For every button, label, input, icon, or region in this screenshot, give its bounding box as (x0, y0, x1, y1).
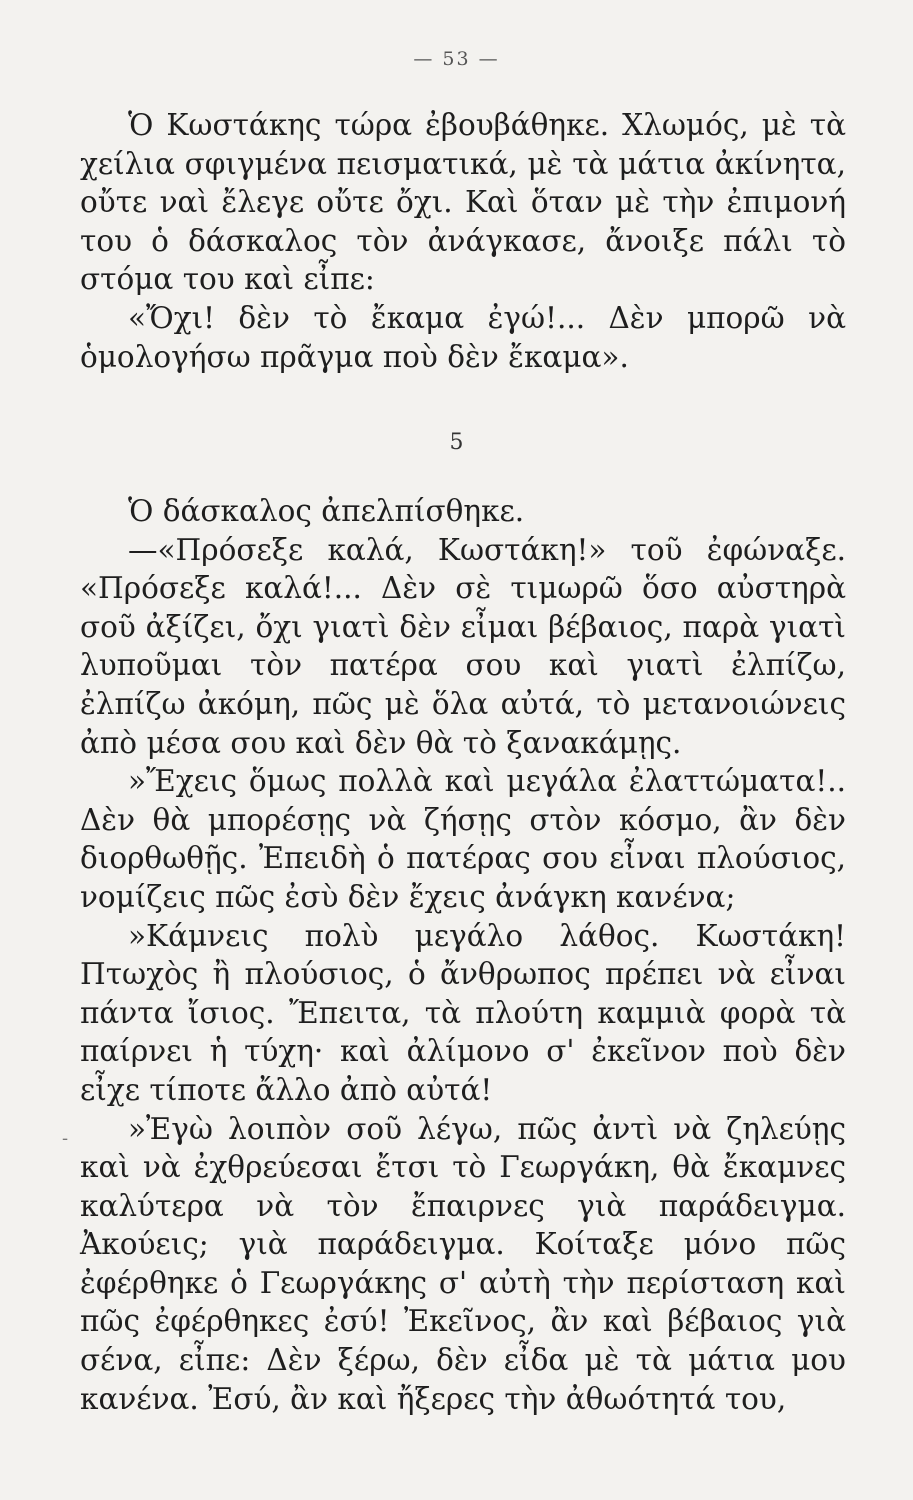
paragraph: «Ὄχι! δὲν τὸ ἔκαμα ἐγώ!... Δὲν μπορῶ νὰ ὁμολογήσω πρᾶγμα ποὺ δὲν ἔκαμα». (80, 300, 846, 374)
text-block-second (80, 492, 846, 1418)
paragraph: Ὁ δάσκαλος ἀπελπίσθηκε. (128, 494, 525, 528)
paragraph: Ὁ Κωστάκης τώρα ἐβουβάθηκε. Χλωμός, μὲ τὰ χείλια σφιγμένα πεισματικά, μὲ τὰ μάτια ἀκίνητα, οὔτε ναὶ ἔλεγε οὔτε ὄχι. Καὶ ὅταν μὲ τὴν ἐπιμονή του ὁ δάσκαλος τὸν ἀνάγκασε, ἄνοιξε πάλι τὸ στόμα του καὶ εἶπε: (80, 108, 846, 297)
section-number: 5 (449, 430, 464, 455)
paragraph: »Κάμνεις πολὺ μεγάλο λάθος. Κωστάκη! Πτωχὸς ἢ πλούσιος, ὁ ἄνθρωπος πρέπει νὰ εἶναι πάντα ἴσιος. Ἔπειτα, τὰ πλούτη καμμιὰ φορὰ τὰ παίρνει ἡ τύχη· καὶ ἀλίμονο σ' ἐκεῖνον ποὺ δὲν εἶχε τίποτε ἄλλο ἀπὸ αὐτά! (80, 918, 846, 1107)
text-block-first (80, 106, 846, 376)
paragraph: »Ἔχεις ὅμως πολλὰ καὶ μεγάλα ἐλαττώματα!.. Δὲν θὰ μπορέσῃς νὰ ζήσῃς στὸν κόσμο, ἂν δὲν διορθωθῇς. Ἐπειδὴ ὁ πατέρας σου εἶναι πλούσιος, νομίζεις πῶς ἐσὺ δὲν ἔχεις ἀνάγκη κανένα; (80, 764, 846, 914)
margin-mark: - (62, 1128, 69, 1149)
paragraph: —«Πρόσεξε καλά, Κωστάκη!» τοῦ ἐφώναξε. «Πρόσεξε καλά!... Δὲν σὲ τιμωρῶ ὅσο αὐστηρὰ σοῦ ἀξίζει, ὄχι γιατὶ δὲν εἶμαι βέβαιος, παρὰ γιατὶ λυποῦμαι τὸν πατέρα σου καὶ γιατὶ ἐλπίζω, ἐλπίζω ἀκόμη, πῶς μὲ ὅλα αὐτά, τὸ μετανοιώνεις ἀπὸ μέσα σου καὶ δὲν θὰ τὸ ξανακάμῃς. (80, 532, 846, 760)
page-number: — 53 — (413, 48, 500, 70)
paragraph: »Ἐγὼ λοιπὸν σοῦ λέγω, πῶς ἀντὶ νὰ ζηλεύῃς καὶ νὰ ἐχθρεύεσαι ἔτσι τὸ Γεωργάκη, θὰ ἔκαμνες καλύτερα νὰ τὸν ἔπαιρνες γιὰ παράδειγμα. Ἀκούεις; γιὰ παράδειγμα. Κοίταξε μόνο πῶς ἐφέρθηκε ὁ Γεωργάκης σ' αὐτὴ τὴν περίσταση καὶ πῶς ἐφέρθηκες ἐσύ! Ἐκεῖνος, ἂν καὶ βέβαιος γιὰ σένα, εἶπε: Δὲν ξέρω, δὲν εἶδα μὲ τὰ μάτια μου κανένα. Ἐσύ, ἂν καὶ ἤξερες τὴν ἀθωότητά του, (80, 1111, 846, 1416)
